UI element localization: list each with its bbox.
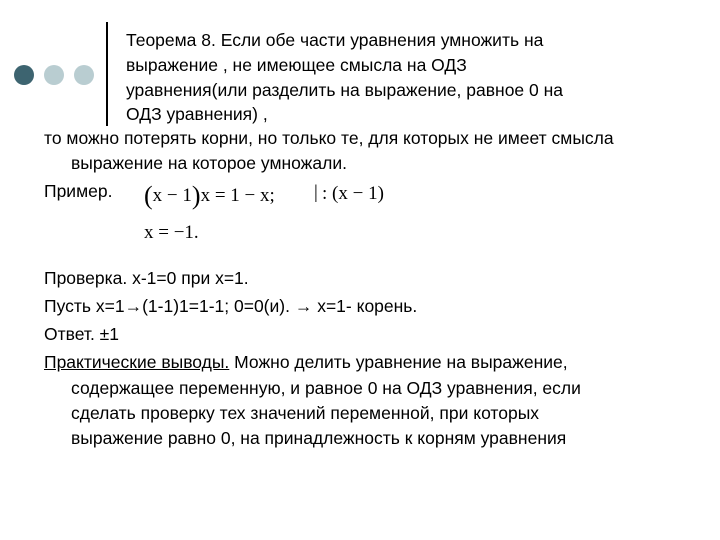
check-line-2: Пусть х=1→(1-1)1=1-1; 0=0(и). → х=1- корень. — [44, 296, 418, 316]
example-label: Пример. — [44, 181, 113, 201]
eq1-rest: x = 1 − x; — [200, 185, 275, 206]
check-line-1: Проверка. х-1=0 при х=1. — [44, 268, 249, 288]
paren-open: ( — [144, 181, 153, 210]
eq1-factor: x − 1 — [152, 185, 192, 206]
theorem-line-2: выражение , не имеющее смысла на ОДЗ — [126, 55, 467, 75]
conclusions-line-4: выражение равно 0, на принадлежность к корням уравнения — [71, 428, 567, 448]
example-equation-2: x = −1. — [144, 222, 199, 243]
decor-dot-dark — [14, 65, 34, 85]
conclusions-label: Практические выводы. — [44, 352, 230, 372]
example-division: : (x − 1) — [322, 183, 384, 204]
answer: Ответ. ±1 — [44, 324, 120, 344]
theorem-line-1: Теорема 8. Если обе части уравнения умножить на — [126, 30, 544, 50]
paren-close: ) — [191, 181, 201, 210]
conclusions-line-2: содержащее переменную, и равное 0 на ОДЗ уравнения, если — [71, 378, 581, 398]
consequence-line-1: то можно потерять корни, но только те, для которых не имеет смысла — [44, 128, 614, 148]
conclusions-line-1-text: Можно делить уравнение на выражение, — [229, 352, 568, 372]
conclusions-line-3: сделать проверку тех значений переменной, при которых — [71, 403, 540, 423]
example-equation-1 — [144, 181, 275, 211]
conclusions-line-1 — [44, 350, 568, 374]
decor-dot-light-1 — [44, 65, 64, 85]
example-divider-bar: | — [314, 182, 318, 203]
decor-dot-light-2 — [74, 65, 94, 85]
decor-vertical-line — [106, 22, 108, 126]
theorem-line-3: уравнения(или разделить на выражение, равное 0 на — [126, 80, 564, 100]
consequence-line-2: выражение на которое умножали. — [71, 153, 347, 173]
theorem-line-4: ОДЗ уравнения) , — [126, 104, 268, 124]
